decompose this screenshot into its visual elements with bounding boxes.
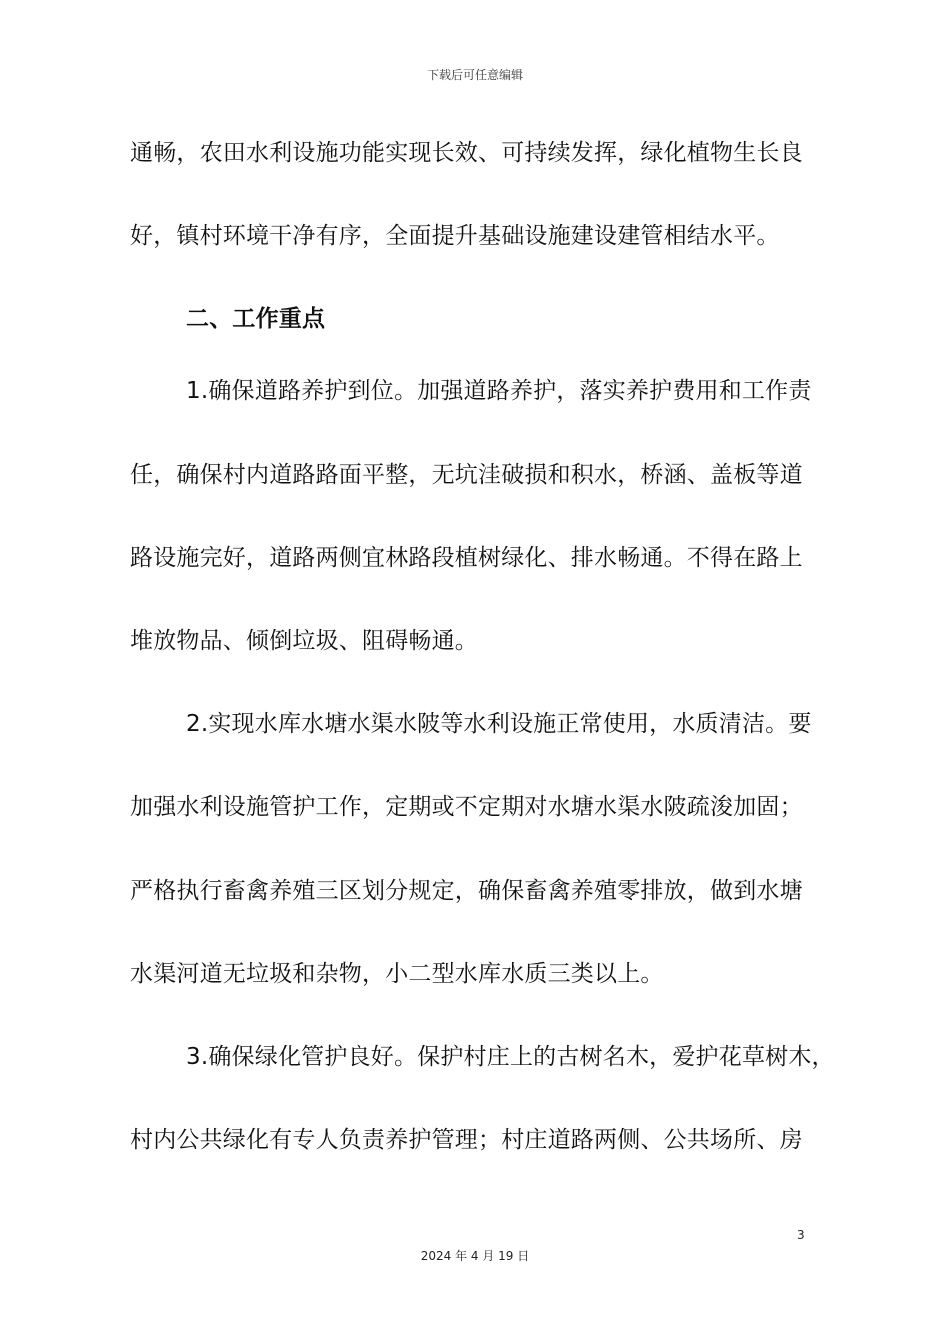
document-body xyxy=(130,131,835,1201)
section-heading: 二、工作重点 xyxy=(186,306,326,333)
paragraph-line: 通畅，农田水利设施功能实现长效、可持续发挥，绿化植物生长良 xyxy=(130,140,803,166)
paragraph-line: 1.确保道路养护到位。加强道路养护，落实养护费用和工作责 xyxy=(186,378,812,405)
paragraph-line: 严格执行畜禽养殖三区划分规定，确保畜禽养殖零排放，做到水塘 xyxy=(130,877,803,904)
paragraph-line: 2.实现水库水塘水渠水陂等水利设施正常使用，水质清洁。要 xyxy=(186,711,812,738)
footer-date: 2024 年 4 月 19 日 xyxy=(420,1249,530,1263)
page-number: 3 xyxy=(797,1228,805,1242)
paragraph-line: 好，镇村环境干净有序，全面提升基础设施建设建管相结水平。 xyxy=(130,223,780,250)
paragraph-line: 堆放物品、倾倒垃圾、阻碍畅通。 xyxy=(130,627,478,654)
paragraph-line: 村内公共绿化有专人负责养护管理；村庄道路两侧、公共场所、房 xyxy=(130,1127,803,1154)
paragraph-line: 加强水利设施管护工作，定期或不定期对水塘水渠水陂疏浚加固； xyxy=(130,794,803,821)
paragraph-line: 水渠河道无垃圾和杂物，小二型水库水质三类以上。 xyxy=(130,960,664,987)
paragraph-line: 任，确保村内道路路面平整，无坑洼破损和积水，桥涵、盖板等道 xyxy=(130,461,803,488)
paragraph-line: 3.确保绿化管护良好。保护村庄上的古树名木，爱护花草树木， xyxy=(186,1043,835,1070)
page-header: 下载后可任意编辑 xyxy=(426,68,523,82)
paragraph-line: 路设施完好，道路两侧宜林路段植树绿化、排水畅通。不得在路上 xyxy=(130,544,803,571)
